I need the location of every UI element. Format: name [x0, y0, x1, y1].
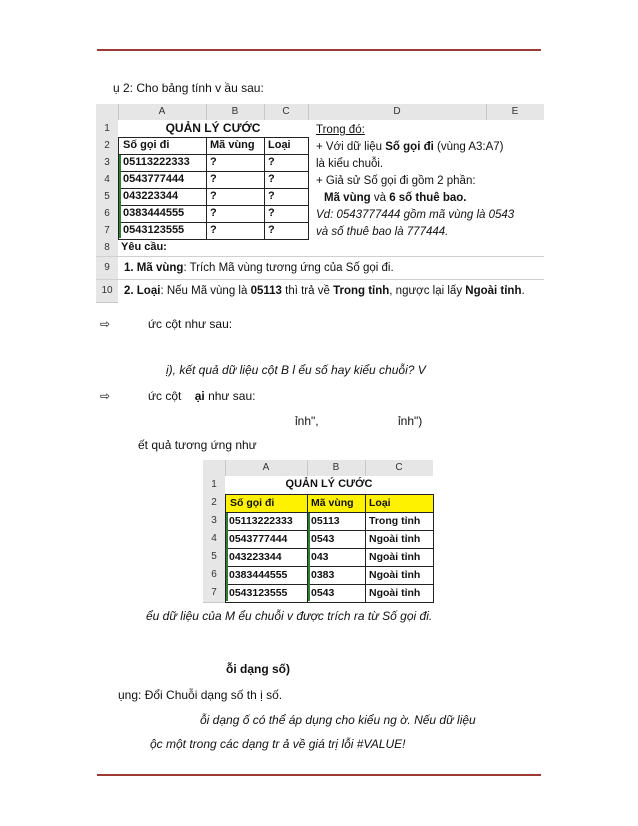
cell-b7: 0543 [311, 587, 335, 599]
note-line-5: Vd: 0543777444 gồm mã vùng là 0543 [316, 209, 515, 221]
corner-cell [203, 460, 226, 476]
text-line-8: ỗi dạng số) [226, 662, 290, 676]
cell-b3: 05113 [311, 515, 340, 527]
text-line-2: ức cột như sau: [148, 317, 233, 331]
cell-a6: 0383444555 [123, 207, 185, 219]
text-line-1: ụ 2: Cho bảng tính v ầu sau: [113, 81, 264, 95]
cell-b6: 0383 [311, 569, 335, 581]
text-marker [226, 513, 228, 601]
header-rule [97, 49, 541, 51]
row-header-6: 6 [96, 205, 118, 223]
header-so-goi-di: Số gọi đi [123, 139, 170, 151]
col-header-a: A [118, 104, 207, 120]
footer-rule [97, 774, 541, 776]
row-header-10: 10 [96, 279, 118, 303]
col-header-e: E [511, 106, 519, 117]
cell-a4: 0543777444 [123, 173, 185, 185]
cell-b6: ? [210, 207, 217, 219]
spreadsheet-result [203, 460, 433, 602]
row-header-1: 1 [203, 476, 225, 495]
cell-b4: 0543 [311, 533, 335, 545]
cell-c3: Trong tỉnh [369, 515, 421, 527]
cell-b7: ? [210, 224, 217, 236]
cell-c7: ? [268, 224, 275, 236]
cell-a7: 0543123555 [229, 587, 288, 599]
col-header-d: D [308, 104, 487, 120]
col-header-c: C [395, 462, 403, 473]
cell-b5: ? [210, 190, 217, 202]
col-header-b: B [307, 460, 366, 476]
requirement-1: 1. Mã vùng: Trích Mã vùng tương ứng của Số gọi đi. [124, 262, 394, 274]
sheet-title: QUẢN LÝ CƯỚC [285, 478, 373, 490]
row-header-7: 7 [96, 222, 118, 240]
cell-a4: 0543777444 [229, 533, 288, 545]
cell-b3: ? [210, 156, 217, 168]
row-header-9: 9 [96, 256, 118, 280]
row-header-5: 5 [203, 548, 225, 567]
header-ma-vung: Mã vùng [311, 497, 354, 509]
text-line-6: ết quả tương ứng như [138, 438, 257, 452]
col-header-b: B [206, 104, 265, 120]
cell-c5: ? [268, 190, 275, 202]
cell-b5: 043 [311, 551, 329, 563]
col-header-a: A [225, 460, 308, 476]
cell-a6: 0383444555 [229, 569, 288, 581]
cell-c5: Ngoài tỉnh [369, 551, 421, 563]
header-so-goi-di: Số gọi đi [230, 497, 275, 509]
text-line-9: ụng: Đổi Chuỗi dạng số th ị số. [118, 688, 283, 702]
header-loai: Loại [268, 139, 291, 151]
row-header-1: 1 [96, 120, 118, 138]
text-marker [119, 155, 121, 238]
note-title: Trong đó: [316, 124, 365, 136]
text-line-11: ộc một trong các dạng tr ả về giá trị lỗi #VALUE! [150, 737, 406, 751]
corner-cell [96, 104, 119, 120]
row-header-5: 5 [96, 188, 118, 206]
cell-c4: ? [268, 173, 275, 185]
cell-c6: Ngoài tỉnh [369, 569, 421, 581]
cell-a3: 05113222333 [123, 156, 190, 168]
cell-c7: Ngoài tỉnh [369, 587, 421, 599]
cell-a5: 043223344 [123, 190, 179, 202]
row-header-8: 8 [96, 239, 118, 257]
sheet-title: QUẢN LÝ CƯỚC [165, 121, 261, 135]
text-line-3: ị), kết quả dữ liệu cột B l ểu số hay kiểu chuỗi? V [166, 363, 426, 377]
spreadsheet-question [96, 104, 544, 302]
requirement-2: 2. Loại: Nếu Mã vùng là 05113 thì trả về Trong tỉnh, ngược lại lấy Ngoài tỉnh. [124, 285, 525, 297]
text-line-7: ểu dữ liệu của M ểu chuỗi v được trích ra từ Số gọi đi. [146, 609, 433, 623]
text-line-4: ức cột ại như sau: [148, 389, 256, 403]
cell-a3: 05113222333 [229, 515, 293, 527]
text-line-5a: ỉnh", [295, 414, 319, 428]
cell-a5: 043223344 [229, 551, 282, 563]
text-marker [308, 513, 310, 601]
note-line-2: là kiểu chuỗi. [316, 158, 384, 170]
col-header-c: C [264, 104, 309, 120]
row-header-4: 4 [203, 530, 225, 549]
row-header-3: 3 [203, 512, 225, 531]
row-header-7: 7 [203, 584, 225, 603]
yeu-cau-label: Yêu cầu: [121, 241, 167, 253]
row-header-3: 3 [96, 154, 118, 172]
note-line-4: Mã vùng và 6 số thuê bao. [324, 192, 467, 204]
text-line-10: ỗi dạng ố có thể áp dụng cho kiểu ng ờ. Nếu dữ liệu [200, 713, 476, 727]
header-loai: Loại [369, 497, 391, 509]
cell-c4: Ngoài tỉnh [369, 533, 421, 545]
cell-a7: 0543123555 [123, 224, 185, 236]
row-header-6: 6 [203, 566, 225, 585]
note-line-3: + Giả sử Số gọi đi gồm 2 phần: [316, 175, 476, 187]
note-line-6: và số thuê bao là 777444. [316, 226, 449, 238]
note-line-1: + Với dữ liệu Số gọi đi (vùng A3:A7) [316, 141, 504, 153]
cell-b4: ? [210, 173, 217, 185]
header-ma-vung: Mã vùng [210, 139, 255, 151]
row-header-2: 2 [96, 137, 118, 155]
cell-c6: ? [268, 207, 275, 219]
row-header-4: 4 [96, 171, 118, 189]
cell-c3: ? [268, 156, 275, 168]
arrow-icon: ⇨ [100, 389, 111, 403]
text-line-5b: ỉnh") [398, 414, 423, 428]
row-header-2: 2 [203, 494, 225, 513]
arrow-icon: ⇨ [100, 317, 111, 331]
